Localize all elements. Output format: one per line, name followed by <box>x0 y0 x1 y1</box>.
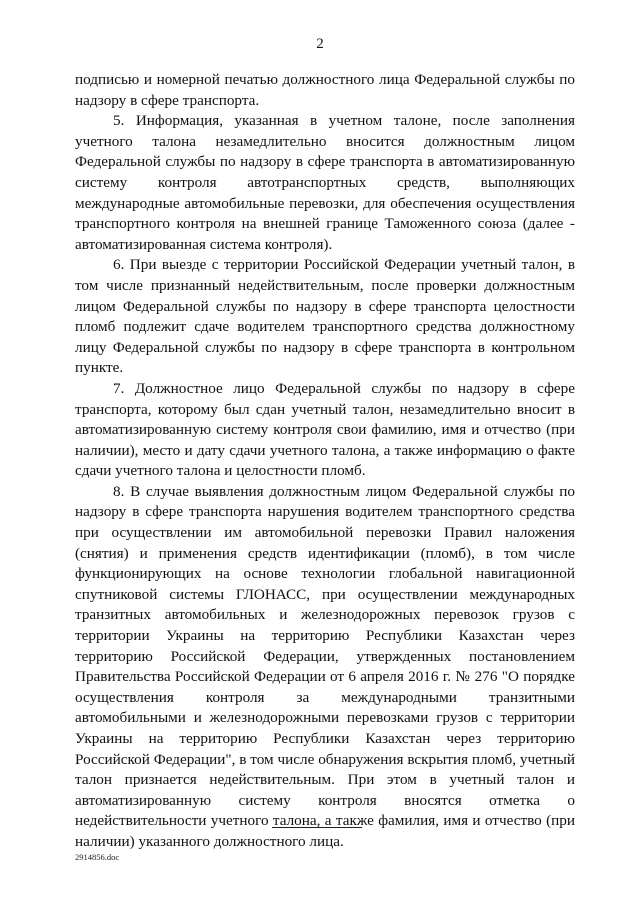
footer-document-code: 2914856.doc <box>75 852 120 862</box>
document-body <box>75 70 575 853</box>
paragraph-8: 8. В случае выявления должностным лицом Федеральной службы по надзору в сфере транспорта нарушения водителем транспортного средства при осуществлении им автомобильной перевозки Правил наложения (снятия) и применения средств идентификации (пломб), в том числе функционирующих на основе технологии глобальной навигационной спутниковой системы ГЛОНАСС, при осуществлении международных транзитных автомобильных и железнодорожных перевозок грузов с территории Украины на территорию Республики Казахстан через территорию Российской Федерации, утвержденных постановлением Правительства Российской Федерации от 6 апреля 2016 г. № 276 "О порядке осуществления контроля за международными транзитными автомобильными и железнодорожными перевозками грузов с территории Украины на территорию Республики Казахстан через территорию Российской Федерации", в том числе обнаружения вскрытия пломб, учетный талон признается недействительным. При этом в учетный талон и автоматизированную систему контроля вносятся отметка о недействительности учетного талона, а также фамилия, имя и отчество (при наличии) указанного должностного лица. <box>75 482 575 850</box>
paragraph-5: 5. Информация, указанная в учетном талоне, после заполнения учетного талона незамедлительно вносится должностным лицом Федеральной службы по надзору в сфере транспорта в автоматизированную систему контроля автотранспортных средств, выполняющих международные автомобильные перевозки, для обеспечения осуществления транспортного контроля на внешней границе Таможенного союза (далее - автоматизированная система контроля). <box>75 112 575 253</box>
paragraph-6: 6. При выезде с территории Российской Федерации учетный талон, в том числе признанный недействительным, после проверки должностным лицом Федеральной службы по надзору в сфере транспорта целостности пломб подлежит сдаче водителем транспортного средства должностному лицу Федеральной службы по надзору в сфере транспорта в контрольном пункте. <box>75 256 575 377</box>
end-divider-line <box>272 827 362 828</box>
paragraph-7: 7. Должностное лицо Федеральной службы по надзору в сфере транспорта, которому был сдан учетный талон, незамедлительно вносит в автоматизированную систему контроля свои фамилию, имя и отчество (при наличии), место и дату сдачи учетного талона, а также информацию о факте сдачи учетного талона и целостности пломб. <box>75 379 575 480</box>
page-number: 2 <box>316 36 324 52</box>
paragraph-continuation: подписью и номерной печатью должностного лица Федеральной службы по надзору в сфере транспорта. <box>75 71 575 109</box>
